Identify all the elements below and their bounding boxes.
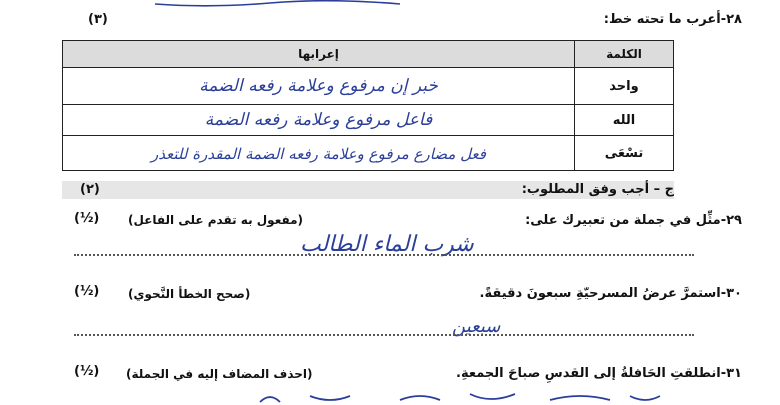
- question-28-mark: (٣): [88, 12, 108, 27]
- answer-line: [74, 334, 694, 336]
- handwritten-answer: فعل مضارع مرفوع وعلامة رفعه الضمة المقدرة للتعذر: [151, 144, 486, 163]
- handwritten-answer: خبر إن مرفوع وعلامة رفعه الضمة: [199, 76, 438, 96]
- top-ink-stroke: [150, 0, 410, 8]
- question-29-hint: (مفعول به تقدم على الفاعل): [128, 213, 304, 227]
- bottom-handwriting-fragment: [250, 390, 670, 405]
- question-30-text: ٣٠-استمرَّ عرضُ المسرحيّةِ سبعونَ دقيقةً.: [479, 286, 742, 301]
- handwritten-answer: فاعل مرفوع وعلامة رفعه الضمة: [204, 110, 433, 130]
- header-word: الكلمة: [575, 41, 674, 68]
- table-row: [63, 105, 674, 136]
- answer-cell: [63, 68, 575, 105]
- table-row: [63, 136, 674, 171]
- answer-cell: [63, 105, 575, 136]
- question-30-mark: (½): [74, 284, 100, 299]
- table-row: [63, 68, 674, 105]
- word-cell: واحد: [575, 68, 674, 105]
- question-30-answer: سبعين: [452, 316, 501, 337]
- section-j-mark: (٢): [80, 182, 100, 197]
- header-parse: إعرابها: [63, 41, 575, 68]
- question-29-answer: شرب الماء الطالب: [300, 232, 474, 257]
- question-31-mark: (½): [74, 364, 100, 379]
- question-30-hint: (صحح الخطأ النَّحوي): [128, 287, 251, 301]
- answer-cell: [63, 136, 575, 171]
- answer-line: [74, 254, 694, 256]
- section-j-title: ج – أجب وفق المطلوب:: [521, 182, 674, 197]
- question-29-mark: (½): [74, 211, 100, 226]
- word-cell: تسْعَى: [575, 136, 674, 171]
- question-31-text: ٣١-انطلقتِ الحَافلةُ إلى القدسِ صباحَ الجمعةِ.: [456, 366, 742, 381]
- parsing-table: [62, 40, 674, 171]
- question-31-hint: (احذف المضاف إليه في الجملة): [126, 367, 313, 381]
- question-29-text: ٢٩-مثِّل في جملة من تعبيرك على:: [525, 213, 742, 228]
- question-28-title: ٢٨-أعرب ما تحته خط:: [603, 12, 742, 27]
- word-cell: الله: [575, 105, 674, 136]
